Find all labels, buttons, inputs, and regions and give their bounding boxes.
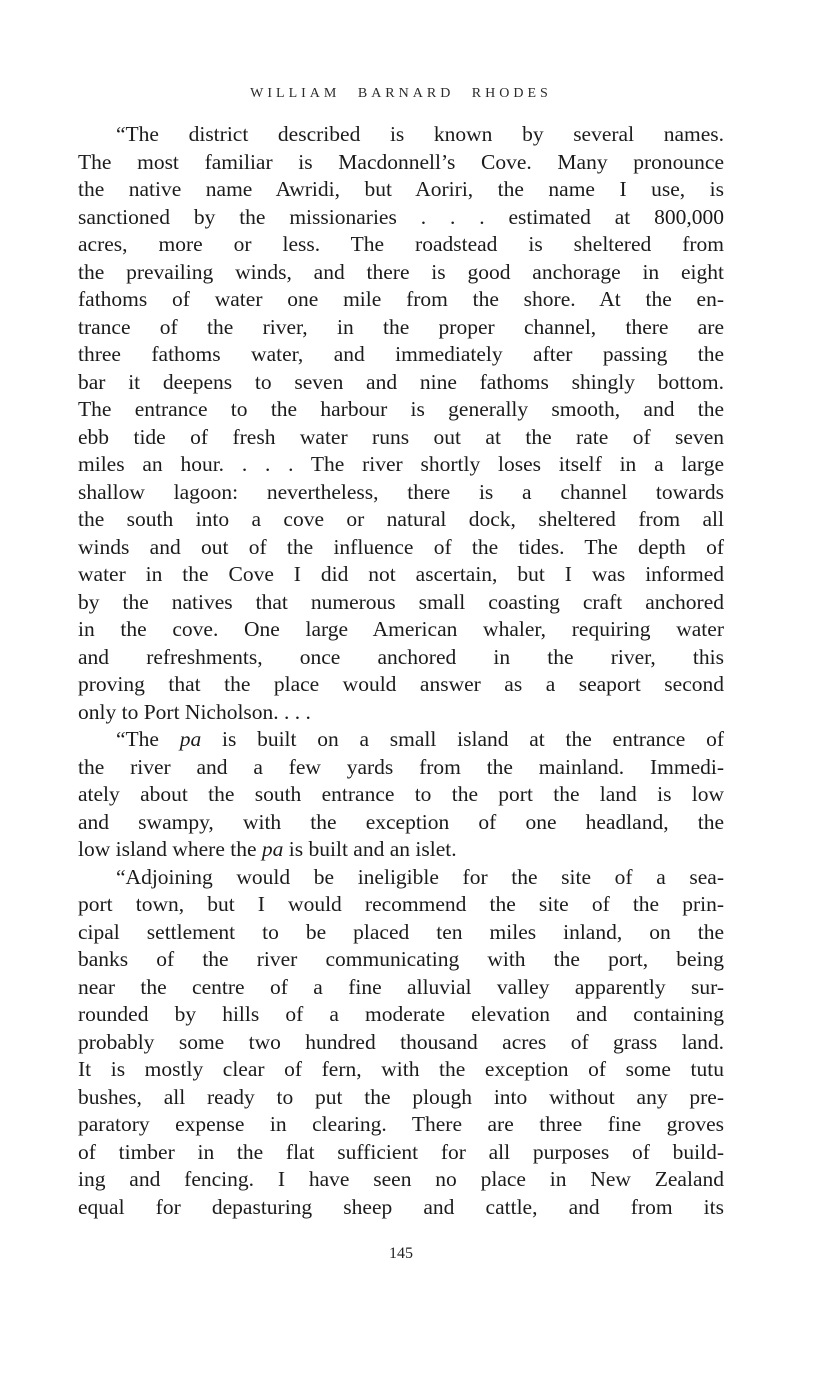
text-run: is built and an islet.: [283, 837, 457, 861]
text-line: miles an hour. . . . The river shortly loses itself in a large: [78, 452, 724, 476]
text-line: “Adjoining would be ineligible for the site of a sea-: [116, 864, 724, 889]
text-line: fathoms of water one mile from the shore. At the en-: [78, 287, 724, 311]
text-line: the river and a few yards from the mainland. Immedi-: [78, 754, 724, 779]
text-run: “The: [116, 727, 180, 751]
text-line: the prevailing winds, and there is good anchorage in eight: [78, 259, 724, 284]
running-head: WILLIAM BARNARD RHODES: [250, 86, 552, 101]
text-line: of timber in the flat sufficient for all purposes of build-: [78, 1139, 724, 1164]
page-number: 145: [389, 1245, 413, 1262]
text-line: proving that the place would answer as a seaport second: [78, 672, 724, 696]
text-line: It is mostly clear of fern, with the exception of some tutu: [78, 1057, 724, 1081]
text-line: The entrance to the harbour is generally smooth, and the: [78, 397, 724, 421]
text-line: port town, but I would recommend the site of the prin-: [78, 892, 724, 916]
text-line: the south into a cove or natural dock, sheltered from all: [78, 507, 724, 531]
text-line: three fathoms water, and immediately after passing the: [78, 342, 724, 366]
text-line: by the natives that numerous small coasting craft anchored: [78, 589, 724, 614]
text-line: bar it deepens to seven and nine fathoms shingly bottom.: [78, 369, 724, 394]
text-line: and swampy, with the exception of one headland, the: [78, 809, 724, 834]
paragraph: [78, 121, 724, 726]
text-line: only to Port Nicholson. . . .: [78, 699, 311, 724]
text-line: The most familiar is Macdonnell’s Cove. Many pronounce: [78, 149, 724, 174]
text-line: equal for depasturing sheep and cattle, and from its: [78, 1194, 724, 1219]
text-line: banks of the river communicating with the port, being: [78, 947, 724, 971]
text-line: [78, 726, 724, 754]
text-line: and refreshments, once anchored in the river, this: [78, 644, 724, 669]
text-run: is built on a small island at the entrance of: [201, 727, 724, 751]
text-line: trance of the river, in the proper channel, there are: [78, 314, 724, 339]
text-line: the native name Awridi, but Aoriri, the name I use, is: [78, 177, 724, 201]
text-line: probably some two hundred thousand acres of grass land.: [78, 1029, 724, 1054]
italic-term: pa: [179, 727, 202, 751]
text-line: acres, more or less. The roadstead is sheltered from: [78, 232, 724, 256]
text-line: paratory expense in clearing. There are three fine groves: [78, 1112, 724, 1136]
text-line: cipal settlement to be placed ten miles inland, on the: [78, 919, 724, 944]
text-line: ebb tide of fresh water runs out at the rate of seven: [78, 424, 724, 449]
text-line: shallow lagoon: nevertheless, there is a channel towards: [78, 479, 724, 504]
text-line: sanctioned by the missionaries . . . estimated at 800,000: [78, 204, 724, 229]
text-line: bushes, all ready to put the plough into without any pre-: [78, 1084, 724, 1109]
text-line: ing and fencing. I have seen no place in New Zealand: [78, 1167, 724, 1191]
text-line: in the cove. One large American whaler, requiring water: [78, 617, 724, 641]
text-line: near the centre of a fine alluvial valley apparently sur-: [78, 974, 724, 999]
book-page: [78, 0, 724, 1400]
text-line: rounded by hills of a moderate elevation and containing: [78, 1002, 724, 1026]
body-text: [78, 121, 724, 1221]
paragraph: [78, 864, 724, 1222]
italic-term: pa: [261, 837, 284, 861]
text-run: low island where the: [78, 837, 262, 861]
text-line: [78, 836, 724, 864]
paragraph: [78, 726, 724, 864]
text-line: ately about the south entrance to the port the land is low: [78, 782, 724, 806]
text-line: water in the Cove I did not ascertain, but I was informed: [78, 562, 724, 586]
text-line: “The district described is known by several names.: [116, 122, 724, 146]
text-line: winds and out of the influence of the tides. The depth of: [78, 534, 724, 559]
